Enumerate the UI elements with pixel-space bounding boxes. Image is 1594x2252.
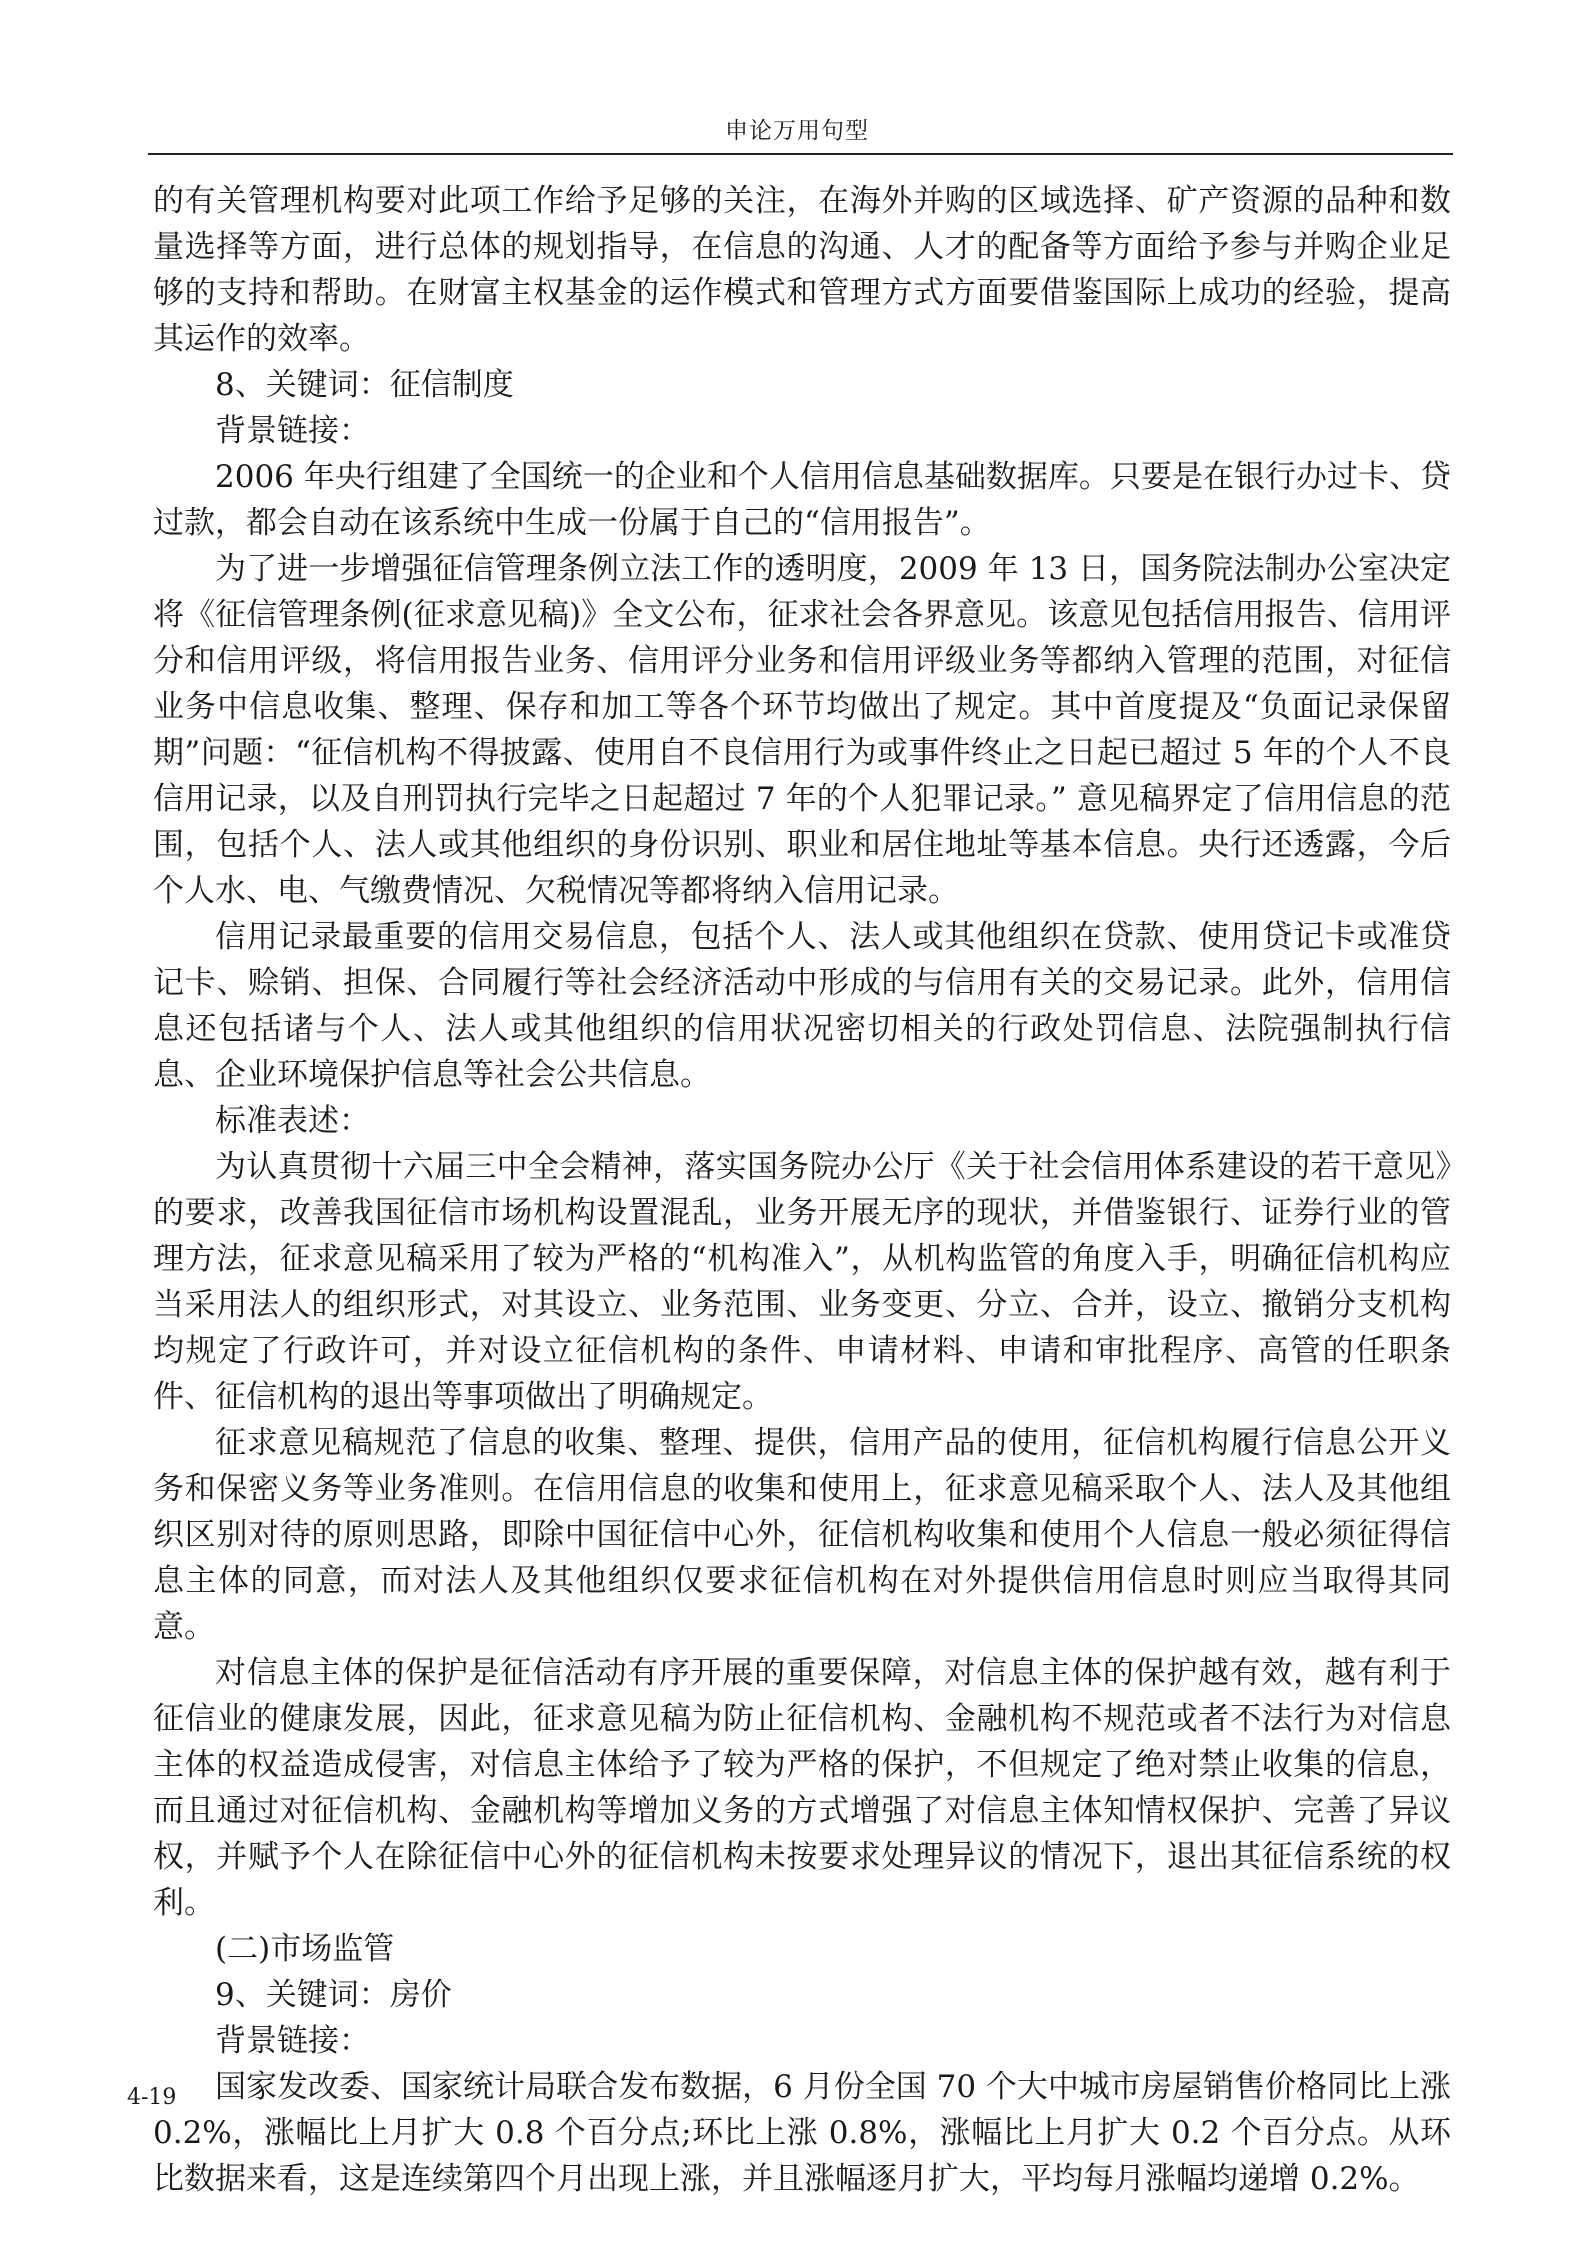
body-paragraph: 背景链接：: [215, 2023, 370, 2059]
page-number: 4-19: [127, 2085, 177, 2110]
body-paragraph: 9、关键词：房价: [215, 1977, 452, 2013]
body-paragraph: 为了进一步增强征信管理条例立法工作的透明度，2009 年 13 日，国务院法制办公室决定将《征信管理条例(征求意见稿)》全文公布，征求社会各界意见。该意见包括信用报告、信用评分和信用评级，将信用报告业务、信用评分业务和信用评级业务等都纳入管理的范围，对征信业务中信息收集、整理、保存和加工等各个环节均做出了规定。其中首度提及“负面记录保留期”问题：“征信机构不得披露、使用自不良信用行为或事件终止之日起已超过 5 年的个人不良信用记录，以及自刑罚执行完毕之日起超过 7 年的个人犯罪记录。” 意见稿界定了信用信息的范围，包括个人、法人或其他组织的身份识别、职业和居住地址等基本信息。央行还透露，今后个人水、电、气缴费情况、欠税情况等都将纳入信用记录。: [153, 551, 1451, 909]
body-paragraph: (二)市场监管: [215, 1931, 395, 1967]
body-paragraph: 2006 年央行组建了全国统一的企业和个人信用信息基础数据库。只要是在银行办过卡、贷过款，都会自动在该系统中生成一份属于自己的“信用报告”。: [153, 459, 1451, 541]
body-paragraph: 征求意见稿规范了信息的收集、整理、提供，信用产品的使用，征信机构履行信息公开义务和保密义务等业务准则。在信用信息的收集和使用上，征求意见稿采取个人、法人及其他组织区别对待的原则思路，即除中国征信中心外，征信机构收集和使用个人信息一般必须征得信息主体的同意，而对法人及其他组织仅要求征信机构在对外提供信用信息时则应当取得其同意。: [153, 1425, 1451, 1645]
body-paragraph: 为认真贯彻十六届三中全会精神，落实国务院办公厅《关于社会信用体系建设的若干意见》的要求，改善我国征信市场机构设置混乱，业务开展无序的现状，并借鉴银行、证券行业的管理方法，征求意见稿采用了较为严格的“机构准入”，从机构监管的角度入手，明确征信机构应当采用法人的组织形式，对其设立、业务范围、业务变更、分立、合并，设立、撤销分支机构均规定了行政许可，并对设立征信机构的条件、申请材料、申请和审批程序、高管的任职条件、征信机构的退出等事项做出了明确规定。: [153, 1149, 1451, 1415]
body-text: [153, 178, 1451, 2202]
page-header-title: 申论万用句型: [725, 118, 869, 144]
body-paragraph: 对信息主体的保护是征信活动有序开展的重要保障，对信息主体的保护越有效，越有利于征信业的健康发展，因此，征求意见稿为防止征信机构、金融机构不规范或者不法行为对信息主体的权益造成侵害，对信息主体给予了较为严格的保护，不但规定了绝对禁止收集的信息，而且通过对征信机构、金融机构等增加义务的方式增强了对信息主体知情权保护、完善了异议权，并赋予个人在除征信中心外的征信机构未按要求处理异议的情况下，退出其征信系统的权利。: [153, 1655, 1451, 1921]
body-paragraph: 国家发改委、国家统计局联合发布数据，6 月份全国 70 个大中城市房屋销售价格同比上涨 0.2%，涨幅比上月扩大 0.8 个百分点;环比上涨 0.8%，涨幅比上月扩大 0.2 个百分点。从环比数据来看，这是连续第四个月出现上涨，并且涨幅逐月扩大，平均每月涨幅均递增 0.2%。: [153, 2069, 1451, 2197]
body-paragraph: 标准表述：: [215, 1103, 370, 1139]
body-paragraph: 8、关键词：征信制度: [215, 367, 514, 403]
body-paragraph: 的有关管理机构要对此项工作给予足够的关注，在海外并购的区域选择、矿产资源的品种和数量选择等方面，进行总体的规划指导，在信息的沟通、人才的配备等方面给予参与并购企业足够的支持和帮助。在财富主权基金的运作模式和管理方式方面要借鉴国际上成功的经验，提高其运作的效率。: [153, 183, 1451, 357]
header-divider: [148, 153, 1453, 155]
body-paragraph: 信用记录最重要的信用交易信息，包括个人、法人或其他组织在贷款、使用贷记卡或准贷记卡、赊销、担保、合同履行等社会经济活动中形成的与信用有关的交易记录。此外，信用信息还包括诸与个人、法人或其他组织的信用状况密切相关的行政处罚信息、法院强制执行信息、企业环境保护信息等社会公共信息。: [153, 919, 1451, 1093]
body-paragraph: 背景链接：: [215, 413, 370, 449]
